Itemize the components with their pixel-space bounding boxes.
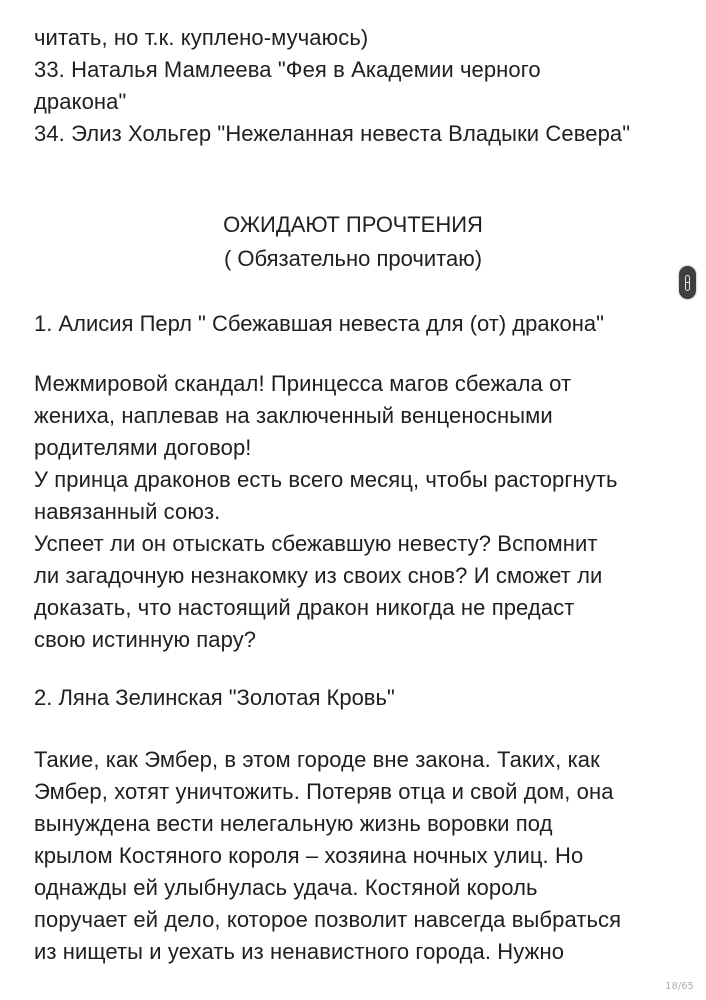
text-line: У принца драконов есть всего месяц, чтобы расторгнуть <box>34 467 618 492</box>
previous-list-continuation <box>34 22 670 150</box>
text-line: жениха, наплевав на заключенный венценосными <box>34 403 553 428</box>
text-line: поручает ей дело, которое позволит навсегда выбраться <box>34 907 622 932</box>
text-line: Эмбер, хотят уничтожить. Потеряв отца и свой дом, она <box>34 779 614 804</box>
book-title: 2. Ляна Зелинская "Золотая Кровь" <box>34 685 395 710</box>
text-line: Межмировой скандал! Принцесса магов сбежала от <box>34 371 572 396</box>
book-description <box>34 368 670 656</box>
page-counter: 18/65 <box>665 981 694 992</box>
section-subtitle: ( Обязательно прочитаю) <box>223 246 483 271</box>
text-line: Такие, как Эмбер, в этом городе вне закона. Таких, как <box>34 747 600 772</box>
text-line: доказать, что настоящий дракон никогда не предаст <box>34 595 575 620</box>
book-description <box>34 744 670 968</box>
text-line: из нищеты и уехать из ненавистного города. Нужно <box>34 939 565 964</box>
text-line: вынуждена вести нелегальную жизнь воровки под <box>34 811 553 836</box>
text-line: крылом Костяного короля – хозяина ночных улиц. Но <box>34 843 584 868</box>
text-line: родителями договор! <box>34 435 252 460</box>
text-line: навязанный союз. <box>34 499 221 524</box>
text-line: ли загадочную незнакомку из своих снов? И сможет ли <box>34 563 603 588</box>
text-line: 33. Наталья Мамлеева "Фея в Академии черного <box>34 57 541 82</box>
scroll-handle[interactable] <box>679 266 696 299</box>
section-title: ОЖИДАЮТ ПРОЧТЕНИЯ <box>223 212 483 237</box>
section-heading <box>0 208 706 276</box>
grip-icon <box>685 275 690 291</box>
text-line: Успеет ли он отыскать сбежавшую невесту? Вспомнит <box>34 531 598 556</box>
book-title: 1. Алисия Перл " Сбежавшая невеста для (от) дракона" <box>34 311 604 336</box>
text-line: однажды ей улыбнулась удача. Костяной король <box>34 875 538 900</box>
text-line: свою истинную пару? <box>34 627 257 652</box>
text-line: дракона" <box>34 89 127 114</box>
text-line: 34. Элиз Хольгер "Нежеланная невеста Владыки Севера" <box>34 121 631 146</box>
text-line: читать, но т.к. куплено-мучаюсь) <box>34 25 369 50</box>
